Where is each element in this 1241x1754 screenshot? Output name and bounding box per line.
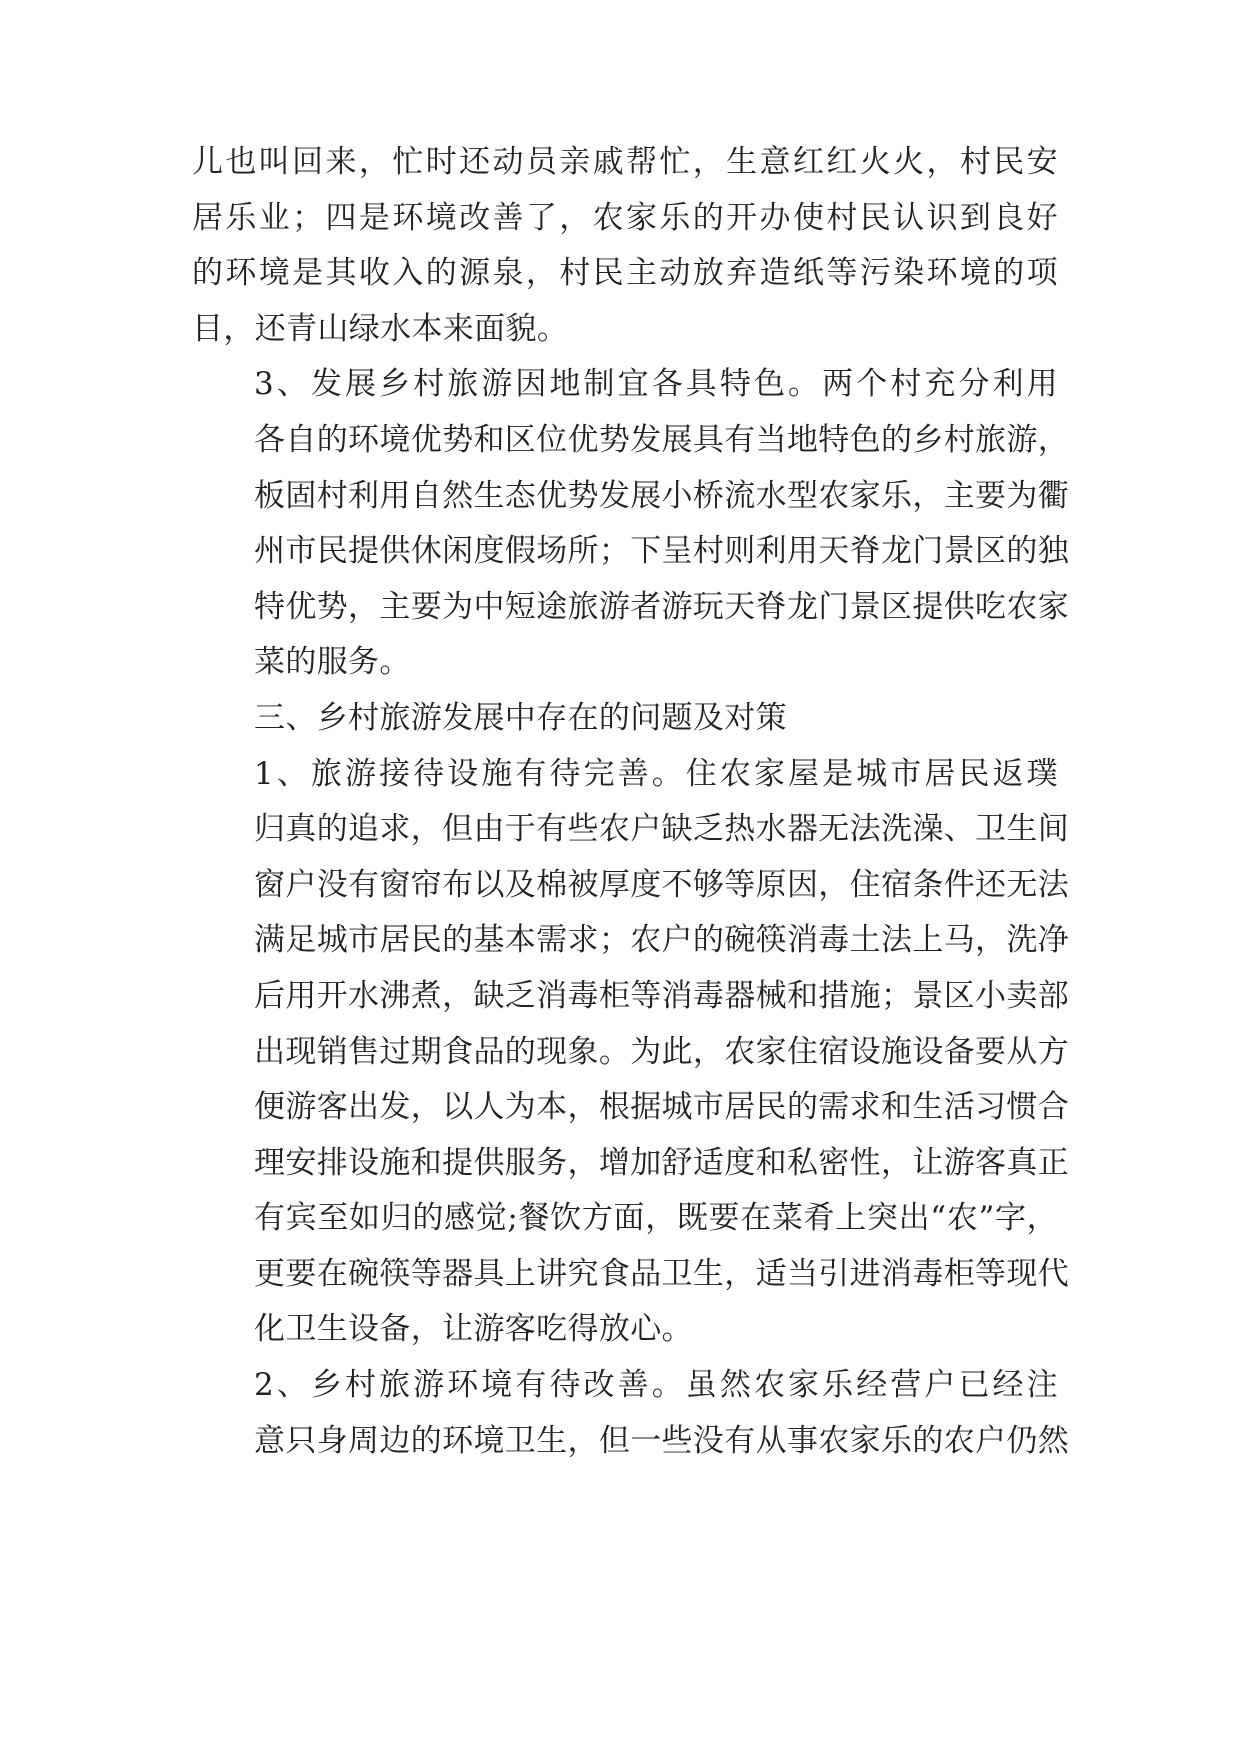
paragraph-line: 窗户没有窗帘布以及棉被厚度不够等原因，住宿条件还无法	[254, 866, 1070, 903]
paragraph-line: 特优势，主要为中短途旅游者游玩天脊龙门景区提供吃农家	[254, 588, 1070, 625]
paragraph-p4	[192, 747, 1070, 1359]
paragraph-line: 意只身周边的环境卫生，但一些没有从事农家乐的农户仍然	[254, 1422, 1070, 1459]
paragraph-line: 三、乡村旅游发展中存在的问题及对策	[254, 699, 787, 736]
paragraph-line: 1、旅游接待设施有待完善。住农家屋是城市居民返璞	[254, 755, 1058, 792]
paragraph-line: 2、乡村旅游环境有待改善。虽然农家乐经营户已经注	[254, 1367, 1058, 1404]
paragraph-line: 居乐业；四是环境改善了，农家乐的开办使村民认识到良好	[192, 199, 1058, 236]
paragraph-line: 归真的追求，但由于有些农户缺乏热水器无法洗澡、卫生间	[254, 811, 1070, 848]
paragraph-line: 便游客出发，以人为本，根据城市居民的需求和生活习惯合	[254, 1089, 1070, 1126]
paragraph-line: 更要在碗筷等器具上讲究食品卫生，适当引进消毒柜等现代	[254, 1255, 1070, 1292]
paragraph-p3	[192, 691, 1058, 747]
paragraph-line: 各自的环境优势和区位优势发展具有当地特色的乡村旅游，	[254, 421, 1070, 458]
paragraph-line: 满足城市居民的基本需求；农户的碗筷消毒土法上马，洗净	[254, 922, 1070, 959]
paragraph-line: 州市民提供休闲度假场所；下呈村则利用天脊龙门景区的独	[254, 533, 1070, 570]
paragraph-line: 的环境是其收入的源泉，村民主动放弃造纸等污染环境的项	[192, 255, 1058, 292]
paragraph-p1	[192, 135, 1058, 357]
paragraph-line: 后用开水沸煮，缺乏消毒柜等消毒器械和措施；景区小卖部	[254, 977, 1070, 1014]
document-body	[192, 135, 1070, 1469]
paragraph-line: 出现销售过期食品的现象。为此，农家住宿设施设备要从方	[254, 1033, 1070, 1070]
paragraph-p5	[192, 1358, 1070, 1469]
paragraph-line: 儿也叫回来，忙时还动员亲戚帮忙，生意红红火火，村民安	[192, 144, 1058, 180]
paragraph-line: 板固村利用自然生态优势发展小桥流水型农家乐，主要为衢	[254, 477, 1070, 514]
paragraph-p2	[192, 357, 1070, 691]
paragraph-line: 3、发展乡村旅游因地制宜各具特色。两个村充分利用	[254, 366, 1058, 403]
paragraph-line: 有宾至如归的感觉;餐饮方面，既要在菜肴上突出“农”字，	[254, 1200, 1058, 1237]
paragraph-line: 化卫生设备，让游客吃得放心。	[254, 1311, 693, 1348]
paragraph-line: 目，还青山绿水本来面貌。	[192, 310, 569, 347]
paragraph-line: 理安排设施和提供服务，增加舒适度和私密性，让游客真正	[254, 1144, 1070, 1181]
paragraph-line: 菜的服务。	[254, 644, 411, 681]
